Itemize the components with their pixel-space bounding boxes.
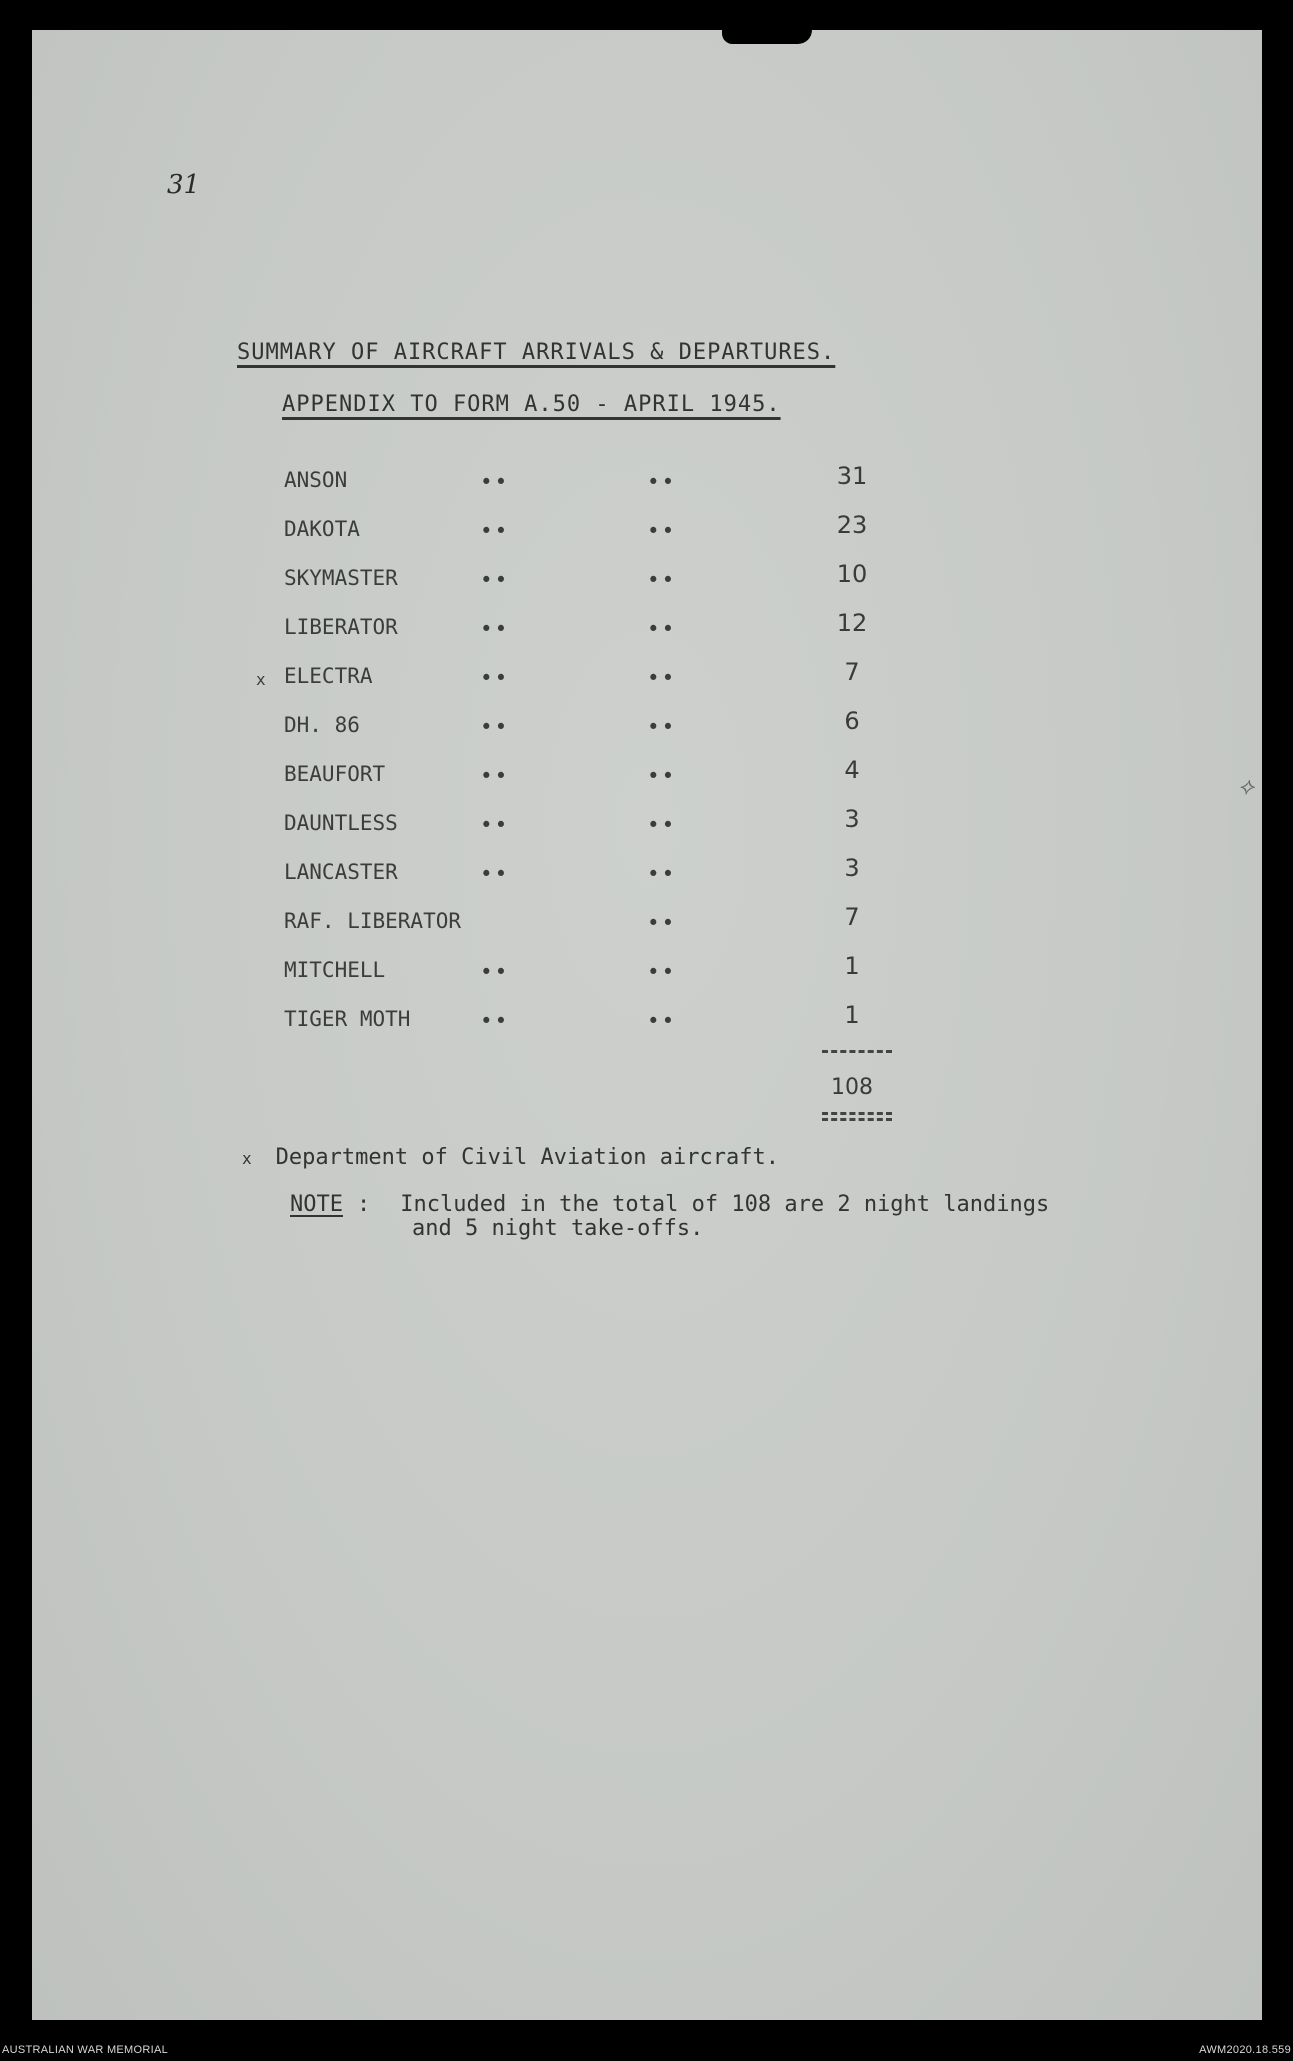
leader-dots: •• [480,519,510,543]
footnote-text: Department of Civil Aviation aircraft. [275,1145,779,1170]
leader-dots: •• [647,764,677,788]
aircraft-name: MITCHELL [284,958,386,982]
table-row [32,805,1262,851]
note-line-2: and 5 night take-offs. [412,1216,704,1241]
leader-dots: •• [480,715,510,739]
table-row [32,609,1262,655]
aircraft-name: TIGER MOTH [284,1007,411,1031]
note-label: NOTE [290,1192,343,1217]
aircraft-count: 12 [836,609,868,637]
footnote-mark: x [242,1149,252,1168]
leader-dots: •• [480,862,510,886]
aircraft-count: 1 [844,952,860,980]
leader-dots: •• [480,666,510,690]
aircraft-name: ELECTRA [284,664,373,688]
total-count: 108 [831,1075,873,1100]
leader-dots: •• [647,1009,677,1033]
leader-dots: •• [647,960,677,984]
leader-dots: •• [647,519,677,543]
leader-dots: •• [647,470,677,494]
table-row [32,903,1262,949]
edge-scribble: ⟡ [1238,772,1254,800]
aircraft-name: DAUNTLESS [284,811,398,835]
aircraft-name: LANCASTER [284,860,398,884]
double-rule-bottom [822,1118,892,1121]
aircraft-name: ANSON [284,468,348,492]
leader-dots: •• [647,862,677,886]
document-page [32,30,1262,2020]
aircraft-count: 1 [844,1001,860,1029]
leader-dots: •• [480,470,510,494]
table-row [32,658,1262,704]
torn-edge [722,30,812,44]
aircraft-count: 10 [836,560,868,588]
table-row [32,707,1262,753]
leader-dots: •• [647,568,677,592]
aircraft-name: LIBERATOR [284,615,398,639]
table-row [32,560,1262,606]
aircraft-count: 4 [844,756,860,784]
leader-dots: •• [647,813,677,837]
aircraft-count: 3 [844,805,860,833]
leader-dots: •• [647,911,677,935]
handwritten-mark: 31 [167,170,201,200]
leader-dots: •• [480,568,510,592]
aircraft-name: DAKOTA [284,517,360,541]
accession-number: AWM2020.18.559 [1199,2044,1291,2056]
aircraft-count: 23 [836,511,868,539]
document-title: SUMMARY OF AIRCRAFT ARRIVALS & DEPARTURES. [237,340,836,365]
table-row [32,462,1262,508]
table-row [32,854,1262,900]
aircraft-count: 6 [844,707,860,735]
double-rule-top [822,1112,892,1115]
note-colon: : [356,1192,371,1217]
note [290,1192,1050,1241]
table-row [32,756,1262,802]
table-row [32,952,1262,998]
document-subtitle: APPENDIX TO FORM A.50 - APRIL 1945. [282,392,781,417]
leader-dots: •• [647,666,677,690]
leader-dots: •• [480,813,510,837]
leader-dots: •• [480,617,510,641]
leader-dots: •• [480,764,510,788]
aircraft-name: SKYMASTER [284,566,398,590]
table-row [32,511,1262,557]
leader-dots: •• [647,617,677,641]
note-line-1: Included in the total of 108 are 2 night landings [400,1192,1050,1217]
sum-rule [822,1050,892,1053]
archive-caption: AUSTRALIAN WAR MEMORIAL [2,2044,169,2056]
aircraft-count: 3 [844,854,860,882]
leader-dots: •• [480,1009,510,1033]
table-row [32,1001,1262,1047]
leader-dots: •• [480,960,510,984]
aircraft-name: DH. 86 [284,713,360,737]
aircraft-name: BEAUFORT [284,762,386,786]
aircraft-count: 31 [836,462,868,490]
aircraft-count: 7 [844,658,860,686]
row-mark: x [256,670,266,689]
aircraft-count: 7 [844,903,860,931]
aircraft-name: RAF. LIBERATOR [284,909,462,933]
leader-dots: •• [647,715,677,739]
footnote [242,1145,779,1170]
